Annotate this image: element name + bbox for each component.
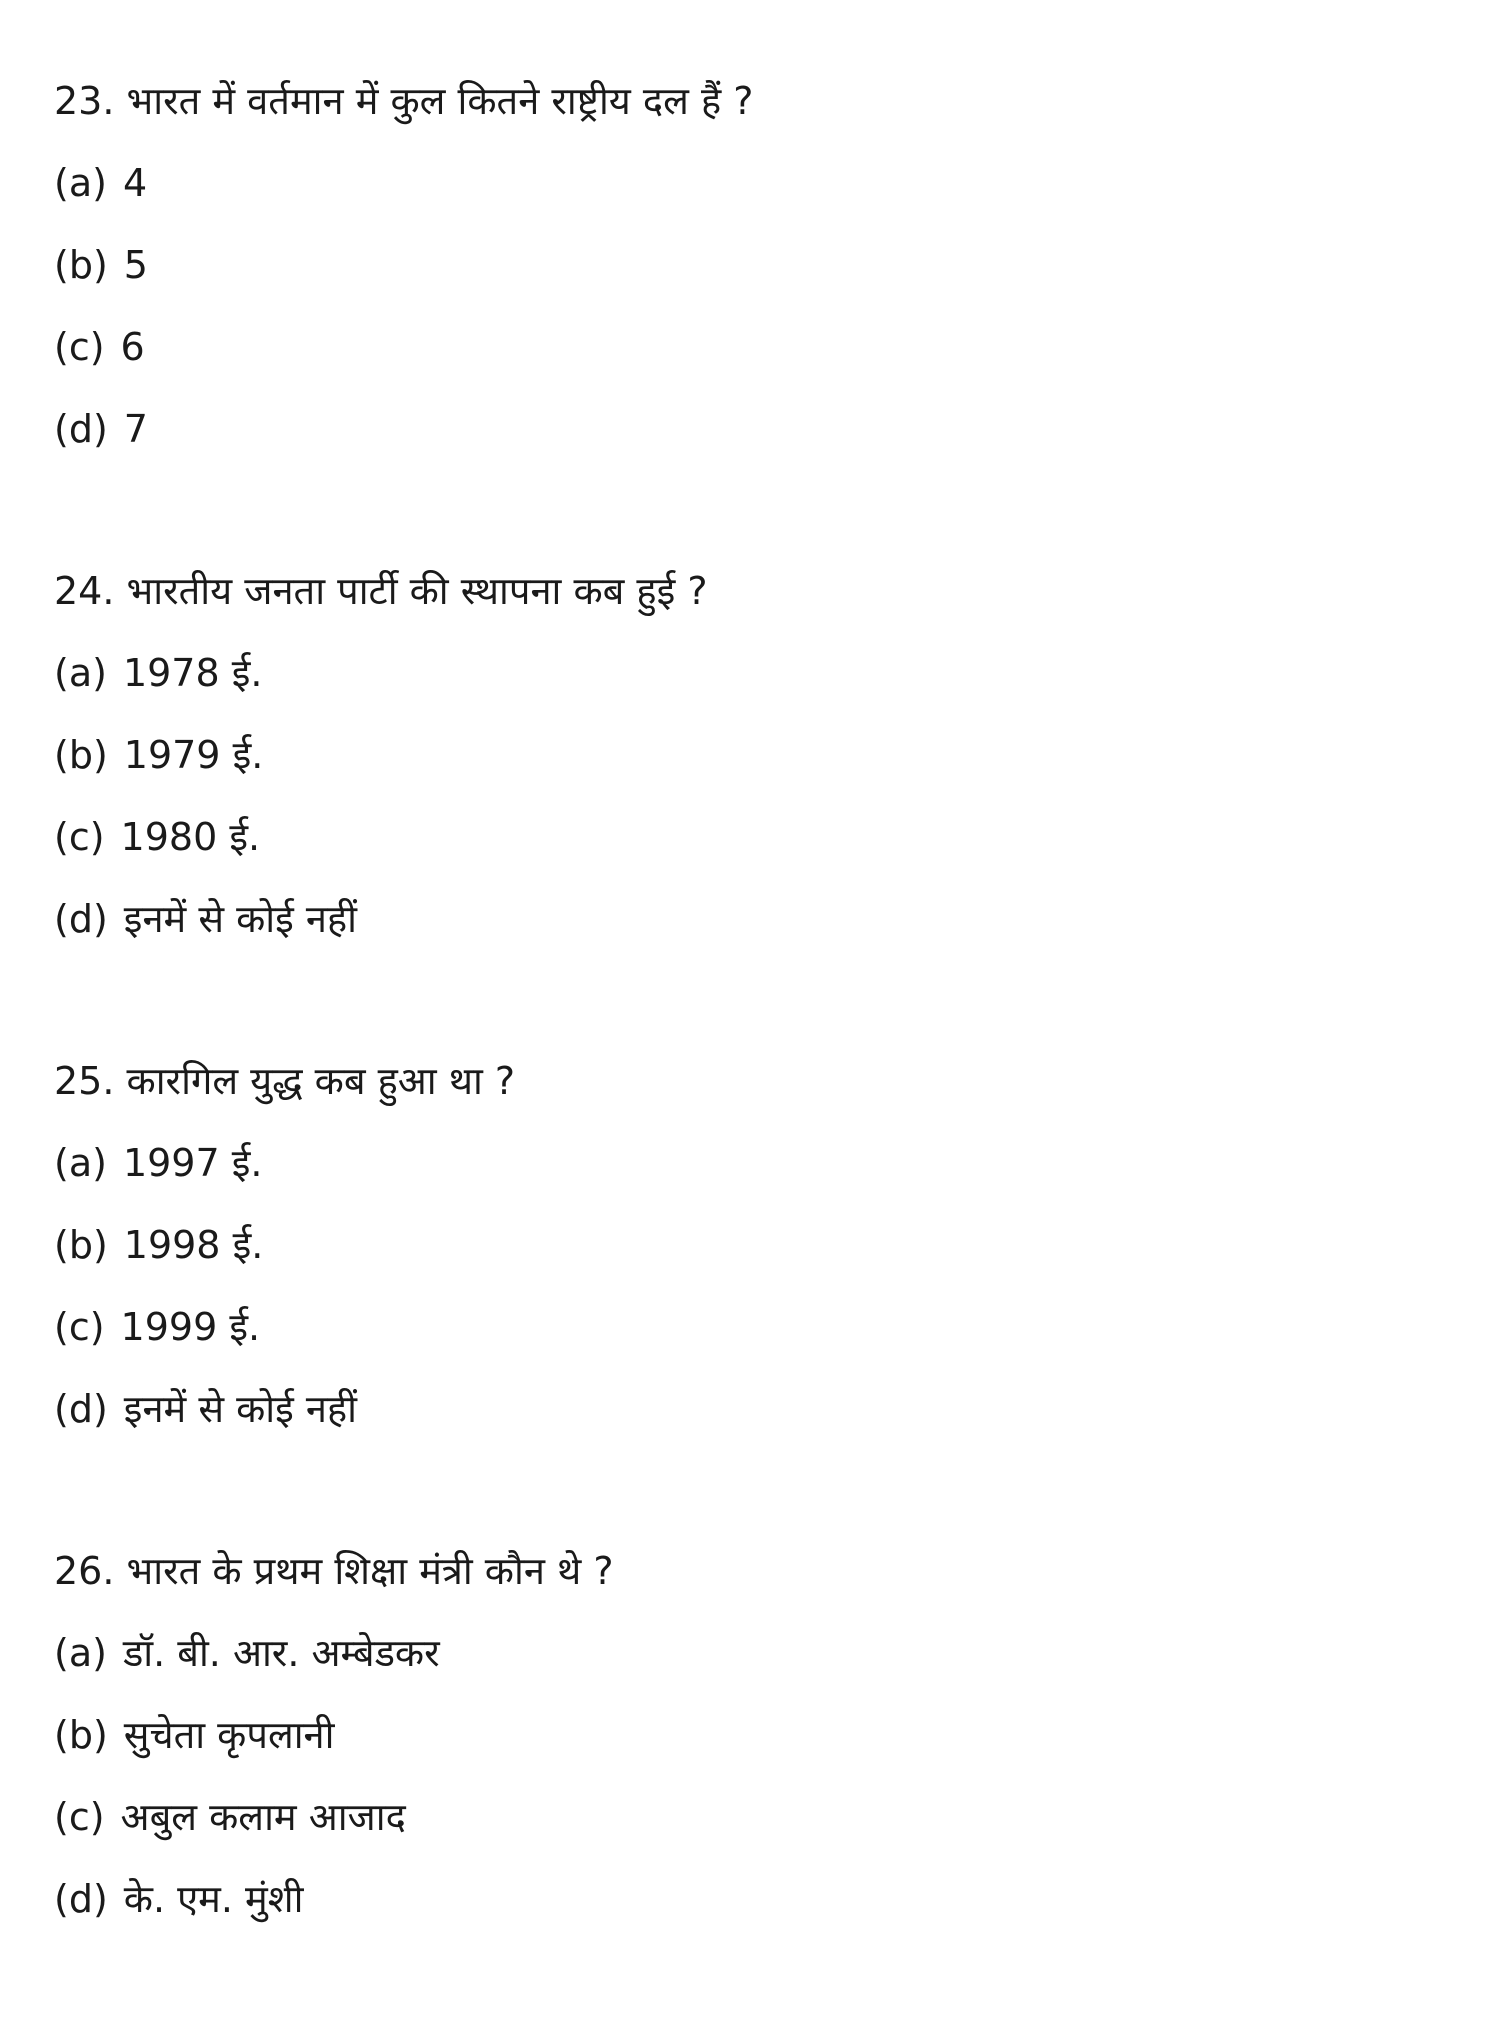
question-stem: भारत के प्रथम शिक्षा मंत्री कौन थे ? (126, 1549, 614, 1593)
option-label: (c) (54, 1305, 105, 1349)
option-label: (d) (54, 1877, 108, 1921)
option-label: (b) (54, 733, 108, 777)
option-label: (b) (54, 243, 108, 287)
option (54, 1612, 614, 1694)
option-label: (b) (54, 1223, 108, 1267)
option-label: (d) (54, 407, 108, 451)
option-label: (c) (54, 815, 105, 859)
option (54, 1286, 515, 1368)
option-text: 1979 ई. (123, 733, 264, 777)
question-block (54, 1040, 515, 1450)
option (54, 1122, 515, 1204)
option-label: (c) (54, 325, 105, 369)
option-text: 1998 ई. (123, 1223, 264, 1267)
question-stem: भारत में वर्तमान में कुल कितने राष्ट्रीय दल हैं ? (126, 79, 754, 123)
option-text: सुचेता कृपलानी (123, 1713, 335, 1757)
option-text: डॉ. बी. आर. अम्बेडकर (122, 1631, 440, 1675)
option (54, 388, 753, 470)
option (54, 1204, 515, 1286)
option-text: 1978 ई. (122, 651, 263, 695)
question-block (54, 550, 708, 960)
question-number: 25. (54, 1059, 115, 1103)
option-text: 6 (120, 325, 145, 369)
option (54, 1858, 614, 1940)
option-label: (c) (54, 1795, 105, 1839)
option-text: 1999 ई. (120, 1305, 261, 1349)
option-label: (b) (54, 1713, 108, 1757)
option-text: के. एम. मुंशी (123, 1877, 304, 1921)
option-text: 7 (123, 407, 148, 451)
option-text: 5 (123, 243, 148, 287)
option-text: इनमें से कोई नहीं (123, 1387, 357, 1431)
option (54, 224, 753, 306)
option-label: (a) (54, 1141, 107, 1185)
option (54, 796, 708, 878)
question-block (54, 60, 753, 470)
option (54, 1694, 614, 1776)
question-text (54, 550, 708, 632)
option-label: (a) (54, 1631, 107, 1675)
question-text (54, 1530, 614, 1612)
option-text: 1980 ई. (120, 815, 261, 859)
question-number: 26. (54, 1549, 115, 1593)
question-block (54, 1530, 614, 1940)
question-number: 24. (54, 569, 115, 613)
option-text: इनमें से कोई नहीं (123, 897, 357, 941)
option (54, 878, 708, 960)
option-label: (a) (54, 651, 107, 695)
question-stem: भारतीय जनता पार्टी की स्थापना कब हुई ? (126, 569, 708, 613)
option (54, 714, 708, 796)
question-number: 23. (54, 79, 115, 123)
option-label: (a) (54, 161, 107, 205)
question-text (54, 60, 753, 142)
option-text: अबुल कलाम आजाद (120, 1795, 406, 1839)
option-text: 1997 ई. (122, 1141, 263, 1185)
option (54, 1776, 614, 1858)
option-label: (d) (54, 1387, 108, 1431)
question-text (54, 1040, 515, 1122)
option-label: (d) (54, 897, 108, 941)
option (54, 1368, 515, 1450)
option (54, 142, 753, 224)
option (54, 632, 708, 714)
question-stem: कारगिल युद्ध कब हुआ था ? (126, 1059, 516, 1103)
option (54, 306, 753, 388)
option-text: 4 (122, 161, 148, 205)
